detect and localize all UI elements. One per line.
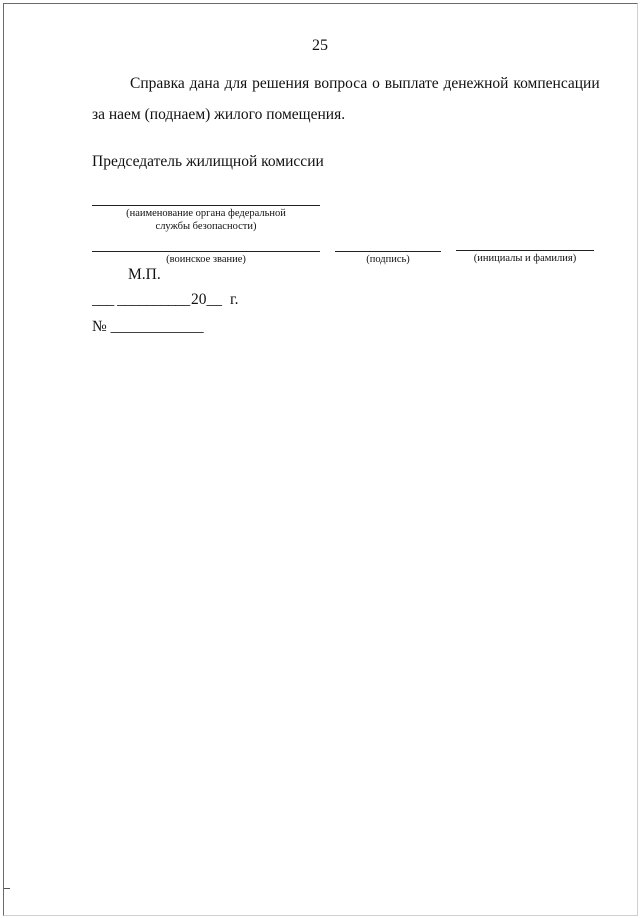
page-number: 25 [312,37,328,54]
chairman-title: Председатель жилищной комиссии [92,153,324,170]
year-blank: __ [206,291,222,308]
org-name-line [92,205,320,206]
page-border [3,3,638,916]
document-number-line [92,317,204,337]
rank-caption: (воинское звание) [166,254,246,265]
date-year-prefix [191,290,222,310]
name-caption: (инициалы и фамилия) [473,253,577,264]
number-blank: ____________ [110,318,204,335]
date-year-suffix: г. [230,291,239,308]
rank-line [92,251,320,252]
number-sign: № [92,318,107,335]
margin-mark [4,888,10,889]
paragraph-line-2: за наем (поднаем) жилого помещения. [92,106,346,123]
year-century: 20 [191,291,207,308]
signature-caption: (подпись) [366,254,410,265]
org-caption-line-1: (наименование органа федеральной [126,208,286,219]
date-day-month-blank: ___ __________ [92,291,190,308]
name-line [456,250,594,251]
stamp-placeholder: М.П. [128,266,161,283]
paragraph-line-1: Справка дана для решения вопроса о выплате денежной компенсации [130,75,600,92]
signature-line [335,251,441,252]
org-name-caption [92,207,320,233]
org-caption-line-2: службы безопасности) [155,221,257,232]
